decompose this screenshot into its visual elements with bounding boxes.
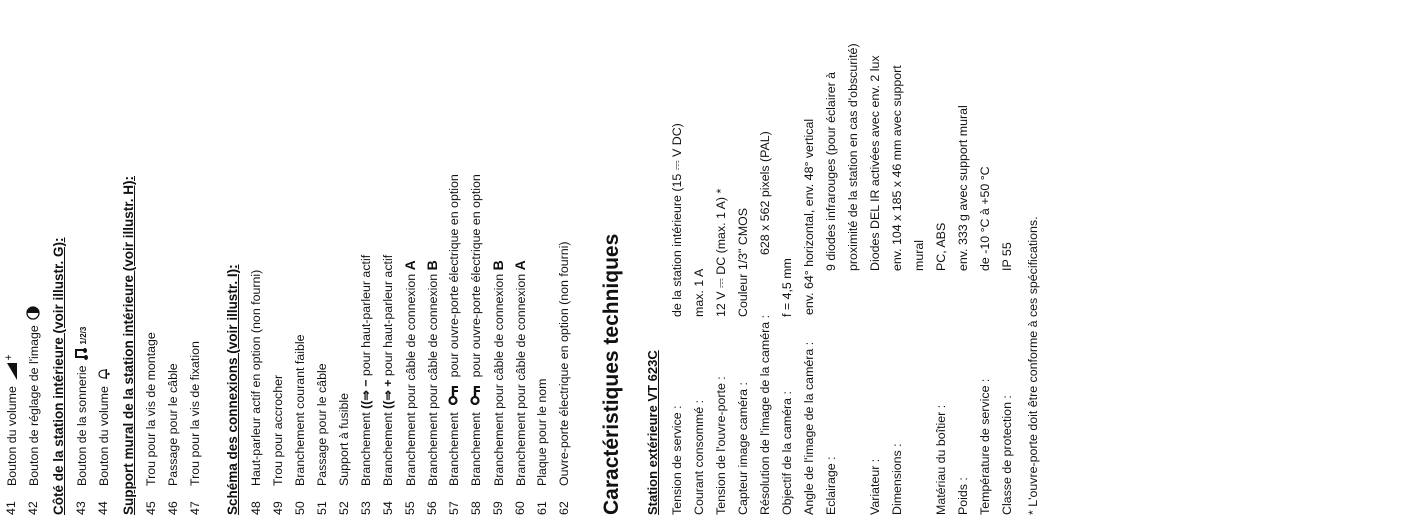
- spec-label: Objectif de la caméra :: [780, 391, 794, 515]
- list-item: Ouvre-porte électrique en option (non fourni): [557, 241, 571, 486]
- list-item: Branchement pour câble de connexion B: [490, 260, 506, 486]
- item-number: 46: [166, 501, 180, 515]
- item-number: 50: [293, 501, 307, 515]
- list-item: Branchement pour ouvre-porte électrique en option: [469, 174, 483, 486]
- list-item: [4, 355, 21, 486]
- connector-letter: B: [424, 260, 440, 271]
- connector-letter: A: [402, 260, 418, 271]
- list-item: Haut-parleur actif en option (non fourni): [249, 269, 263, 486]
- list-item: Branchement pour câble de connexion A: [402, 260, 418, 486]
- item-number: 58: [469, 501, 483, 515]
- page-title: Caractéristiques techniques: [600, 233, 623, 515]
- section-heading: Schéma des connexions (voir illustr. I):: [225, 264, 240, 515]
- spec-value: f = 4,5 mm: [780, 258, 794, 317]
- bell-icon: [96, 367, 113, 381]
- list-item: Trou pour la vis de montage: [144, 332, 158, 486]
- spec-label: Capteur image caméra :: [736, 382, 750, 515]
- spec-value: 12 V ⎓ DC (max. 1 A) *: [714, 188, 728, 317]
- spec-label: Tension de l'ouvre-porte :: [714, 376, 728, 515]
- item-number: 57: [447, 501, 461, 515]
- spec-value: de la station intérieure (15 ⎓ V DC): [670, 123, 684, 317]
- spec-value: Diodes DEL IR activées avec env. 2 lux: [868, 55, 882, 271]
- section-heading: Station extérieure VT 623C: [645, 350, 660, 515]
- item-number: 48: [249, 501, 263, 515]
- list-item-text: Bouton du volume: [4, 386, 19, 486]
- list-item: Branchement ((⇒ + pour haut-parleur actif: [381, 254, 395, 486]
- item-number: 52: [337, 501, 351, 515]
- item-number: 44: [96, 501, 110, 515]
- speaker-minus-symbol: ((⇒ −: [359, 379, 373, 409]
- item-number: 45: [144, 501, 158, 515]
- spec-value: de -10 °C à +50 °C: [978, 166, 992, 271]
- spec-value: env. 333 g avec support mural: [956, 105, 970, 271]
- list-item: Branchement ((⇒ − pour haut-parleur actif: [359, 254, 373, 486]
- list-item: Trou pour accrocher: [271, 374, 285, 486]
- item-number: 54: [381, 501, 395, 515]
- item-number: 49: [271, 501, 285, 515]
- spec-value: PC, ABS: [934, 222, 948, 271]
- spec-label: Variateur :: [868, 458, 882, 515]
- spec-label: Eclairage :: [824, 456, 838, 515]
- list-item: Plaque pour le nom: [535, 378, 549, 486]
- spec-label: Tension de service :: [670, 405, 684, 515]
- list-item: [74, 327, 91, 486]
- item-number: 59: [491, 501, 505, 515]
- spec-label: Classe de protection :: [1000, 395, 1014, 515]
- ringtone-options: 1/2/3: [78, 326, 88, 345]
- list-item: [26, 306, 43, 486]
- spec-label: Angle de l'image de la caméra :: [802, 341, 816, 515]
- list-item-text: Bouton de réglage de l'image: [26, 325, 41, 486]
- item-number: 42: [26, 501, 40, 515]
- item-number: 55: [403, 501, 417, 515]
- spec-label: Matériau du boîtier :: [934, 404, 948, 515]
- list-item-text: Bouton du volume: [96, 386, 111, 486]
- item-number: 51: [315, 501, 329, 515]
- spec-label: Température de service :: [978, 378, 992, 515]
- key-icon: [469, 385, 484, 405]
- spec-value: IP 55: [1000, 242, 1014, 271]
- svg-text:+: +: [4, 355, 14, 362]
- spec-label: Courant consommé :: [692, 399, 706, 515]
- spec-label: Poids :: [956, 477, 970, 515]
- spec-value: Couleur 1/3" CMOS: [736, 207, 750, 317]
- spec-label: Résolution de l'image de la caméra :: [758, 314, 772, 515]
- spec-value: 628 x 562 pixels (PAL): [758, 131, 772, 255]
- item-number: 56: [425, 501, 439, 515]
- list-item-text: Bouton de la sonnerie: [74, 365, 89, 486]
- connector-letter: B: [490, 260, 506, 271]
- volume-up-icon: [4, 355, 21, 381]
- list-item: Passage pour le câble: [315, 363, 329, 486]
- ringtone-note-icon: [74, 346, 91, 360]
- item-number: 41: [4, 501, 18, 515]
- spec-value: env. 64° horizontal, env. 48° vertical: [802, 118, 816, 315]
- brightness-icon: [26, 306, 43, 320]
- spec-value: env. 104 x 185 x 46 mm avec support: [890, 65, 904, 271]
- list-item: Branchement pour câble de connexion B: [424, 260, 440, 486]
- list-item: [96, 367, 113, 486]
- spec-value: 9 diodes infrarouges (pour éclairer à: [824, 71, 838, 271]
- item-number: 61: [535, 501, 549, 515]
- section-heading: Côté de la station intérieure (voir illustr. G):: [51, 237, 66, 515]
- item-number: 60: [513, 501, 527, 515]
- key-icon: [447, 385, 462, 405]
- list-item: Support à fusible: [337, 393, 351, 486]
- spec-value: max. 1 A: [692, 268, 706, 317]
- list-item: Branchement courant faible: [293, 334, 307, 486]
- section-heading: Support mural de la station intérieure (voir illustr. H):: [121, 175, 136, 515]
- list-item: Branchement pour câble de connexion A: [512, 260, 528, 486]
- speaker-plus-symbol: ((⇒ +: [381, 379, 395, 409]
- list-item: Trou pour la vis de fixation: [188, 341, 202, 486]
- list-item: Passage pour le câble: [166, 363, 180, 486]
- spec-value: mural: [912, 240, 926, 271]
- list-item: Branchement pour ouvre-porte électrique en option: [447, 174, 461, 486]
- spec-label: Dimensions :: [890, 443, 904, 515]
- spec-value: proximité de la station en cas d'obscurité): [846, 43, 860, 271]
- item-number: 47: [188, 501, 202, 515]
- connector-letter: A: [512, 260, 528, 271]
- item-number: 53: [359, 501, 373, 515]
- footnote: * L'ouvre-porte doit être conforme à ces spécifications.: [1026, 216, 1040, 515]
- item-number: 62: [557, 501, 571, 515]
- item-number: 43: [74, 501, 88, 515]
